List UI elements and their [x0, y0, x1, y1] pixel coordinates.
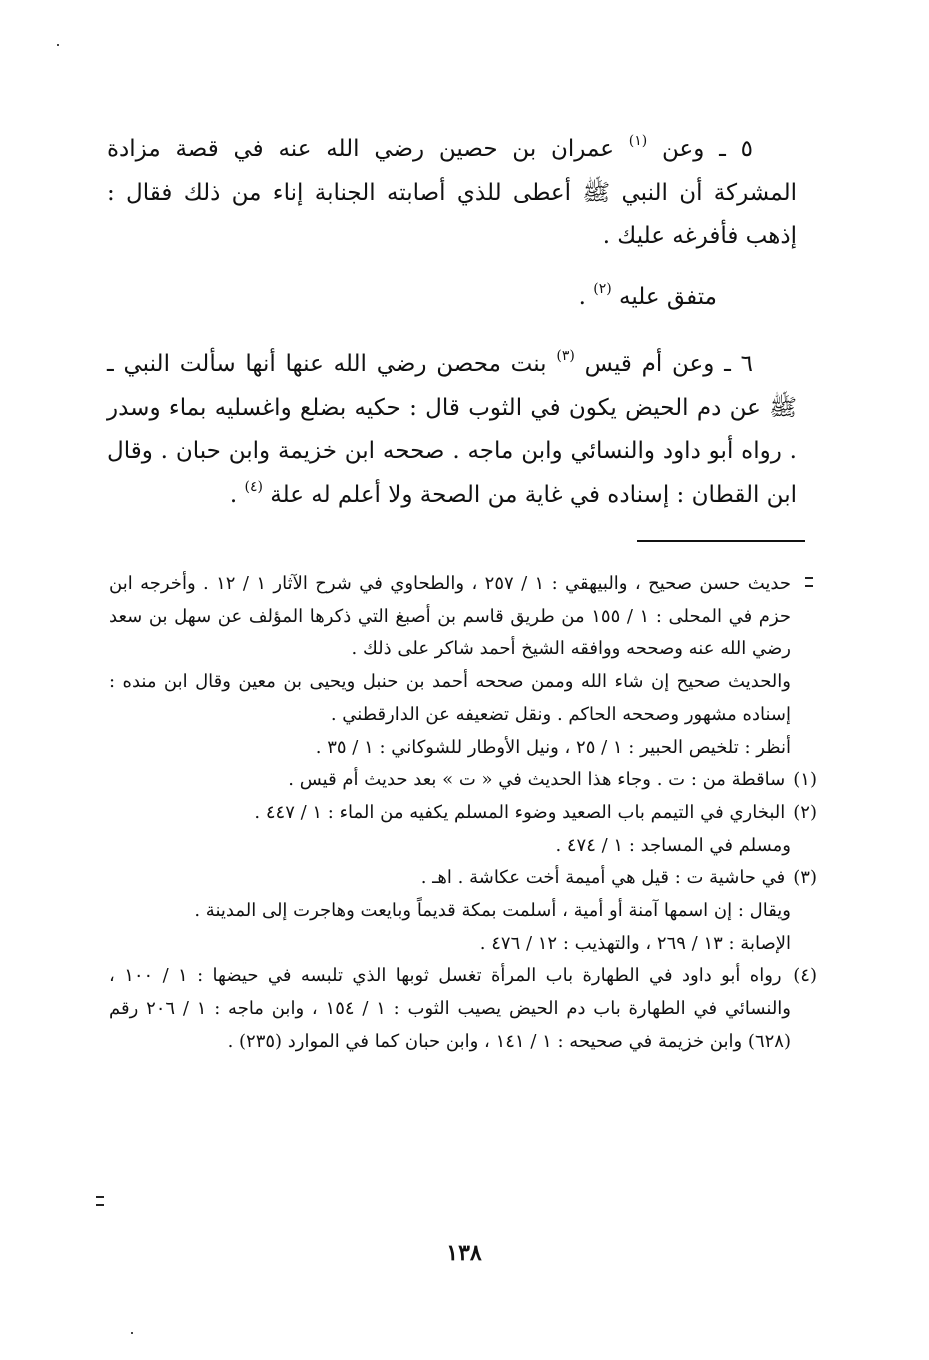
hadith-5-text: عمران بن حصين رضي الله عنه في قصة مزادة المشركة أن النبي ﷺ أعطى للذي أصابته الجنابة إناء من ذلك فقال : إذهب فأفرغه عليك .: [107, 136, 797, 249]
footnote-ref-4: (٤): [244, 478, 263, 495]
footnote-ref-1: (١): [628, 133, 648, 150]
margin-mark: [96, 1196, 104, 1206]
footnote-3: [109, 862, 817, 895]
footnote-continuation-3: أنظر : تلخيص الحبير : ١ / ٢٥ ، ونيل الأوطار للشوكاني : ١ / ٣٥ .: [315, 736, 791, 758]
footnote-separator: [637, 540, 805, 542]
footnote-2: [109, 797, 817, 830]
footnote-1: [109, 764, 817, 797]
scan-speck: [131, 1332, 133, 1334]
agreed-tail: .: [578, 283, 586, 310]
hadith-6-tail: .: [229, 481, 238, 508]
footnote-4: [109, 960, 817, 1058]
footnote-ref-2: (٢): [593, 280, 612, 297]
page-number: ١٣٨: [446, 1240, 482, 1266]
footnote-text: رواه أبو داود في الطهارة باب المرأة تغسل ثوبها الذي تلبسه في حيضها : ١ / ١٠٠ ، والنسائي في الطهارة باب دم الحيض يصيب الثوب : ١ / ١٥٤ ، وابن ماجه : ١ / ٢٠٦ رقم (٦٢٨) وابن خزيمة في صحيحه : ١ / ١٤١ ، وابن حبان كما في الموارد (٢٣٥) .: [109, 965, 792, 1052]
footnote-label: (٤): [793, 965, 817, 987]
footnote-continuation-2: والحديث صحيح إن شاء الله وممن صححه أحمد بن حنبل ويحيى بن معين وقال ابن منده : إسناده مشهور وصححه الحاكم . ونقل تضعيفه عن الدارقطني .: [109, 671, 791, 725]
footnote-text: ساقطة من : ت . وجاء هذا الحديث في « ت » بعد حديث أم قيس .: [288, 769, 786, 791]
agreed-upon-line: [107, 276, 797, 320]
footnote-text: في حاشية ت : قيل هي أميمة أخت عكاشة . اهـ .: [420, 867, 786, 889]
footnote-text: البخاري في التيمم باب الصعيد وضوء المسلم يكفيه من الماء : ١ / ٤٤٧ .: [254, 801, 786, 823]
footnote-3-sources: الإصابة : ١٣ / ٢٦٩ ، والتهذيب : ١٢ / ٤٧٦ .: [479, 932, 791, 954]
footnote-continuation-1: حديث حسن صحيح ، والبيهقي : ١ / ٢٥٧ ، والطحاوي في شرح الآثار ١ / ١٢ . وأخرجه ابن حزم في المحلى : ١ / ١٥٥ من طريق قاسم بن أصبغ التي ذكرها المؤلف عن سهل بن سعد رضي الله عنه وصححه ووافقه الشيخ أحمد شاكر على ذلك .: [109, 573, 792, 660]
hadith-6-text: بنت محصن رضي الله عنها أنها سألت النبي ـ ﷺ عن دم الحيض يكون في الثوب قال : حكيه بضلع واغسليه بماء وسدر . رواه أبو داود والنسائي وابن ماجه . صححه ابن خزيمة وابن حبان . وقال ابن القطان : إسناده في غاية من الصحة ولا أعلم له علة: [107, 351, 797, 508]
hadith-6-intro: ٦ ـ وعن أم قيس: [584, 351, 754, 377]
footnote-label: (٢): [793, 801, 817, 823]
footnote-2-continuation: ومسلم في المساجد : ١ / ٤٧٤ .: [555, 834, 791, 856]
footnote-label: (١): [793, 769, 817, 791]
hadith-5-intro: ٥ ـ وعن: [662, 136, 754, 162]
footnote-3-continuation: ويقال : إن اسمها آمنة أو أمية ، أسلمت بمكة قديماً وبايعت وهاجرت إلى المدينة .: [194, 900, 791, 922]
footnote-label: (٣): [793, 867, 817, 889]
hadith-6: [107, 343, 797, 517]
footnote-ref-3: (٣): [556, 348, 575, 365]
scan-speck: [57, 44, 59, 46]
hadith-5: [107, 128, 797, 259]
footnotes: [109, 568, 817, 1059]
main-text: [107, 128, 797, 517]
agreed-text: متفق عليه: [619, 283, 717, 310]
